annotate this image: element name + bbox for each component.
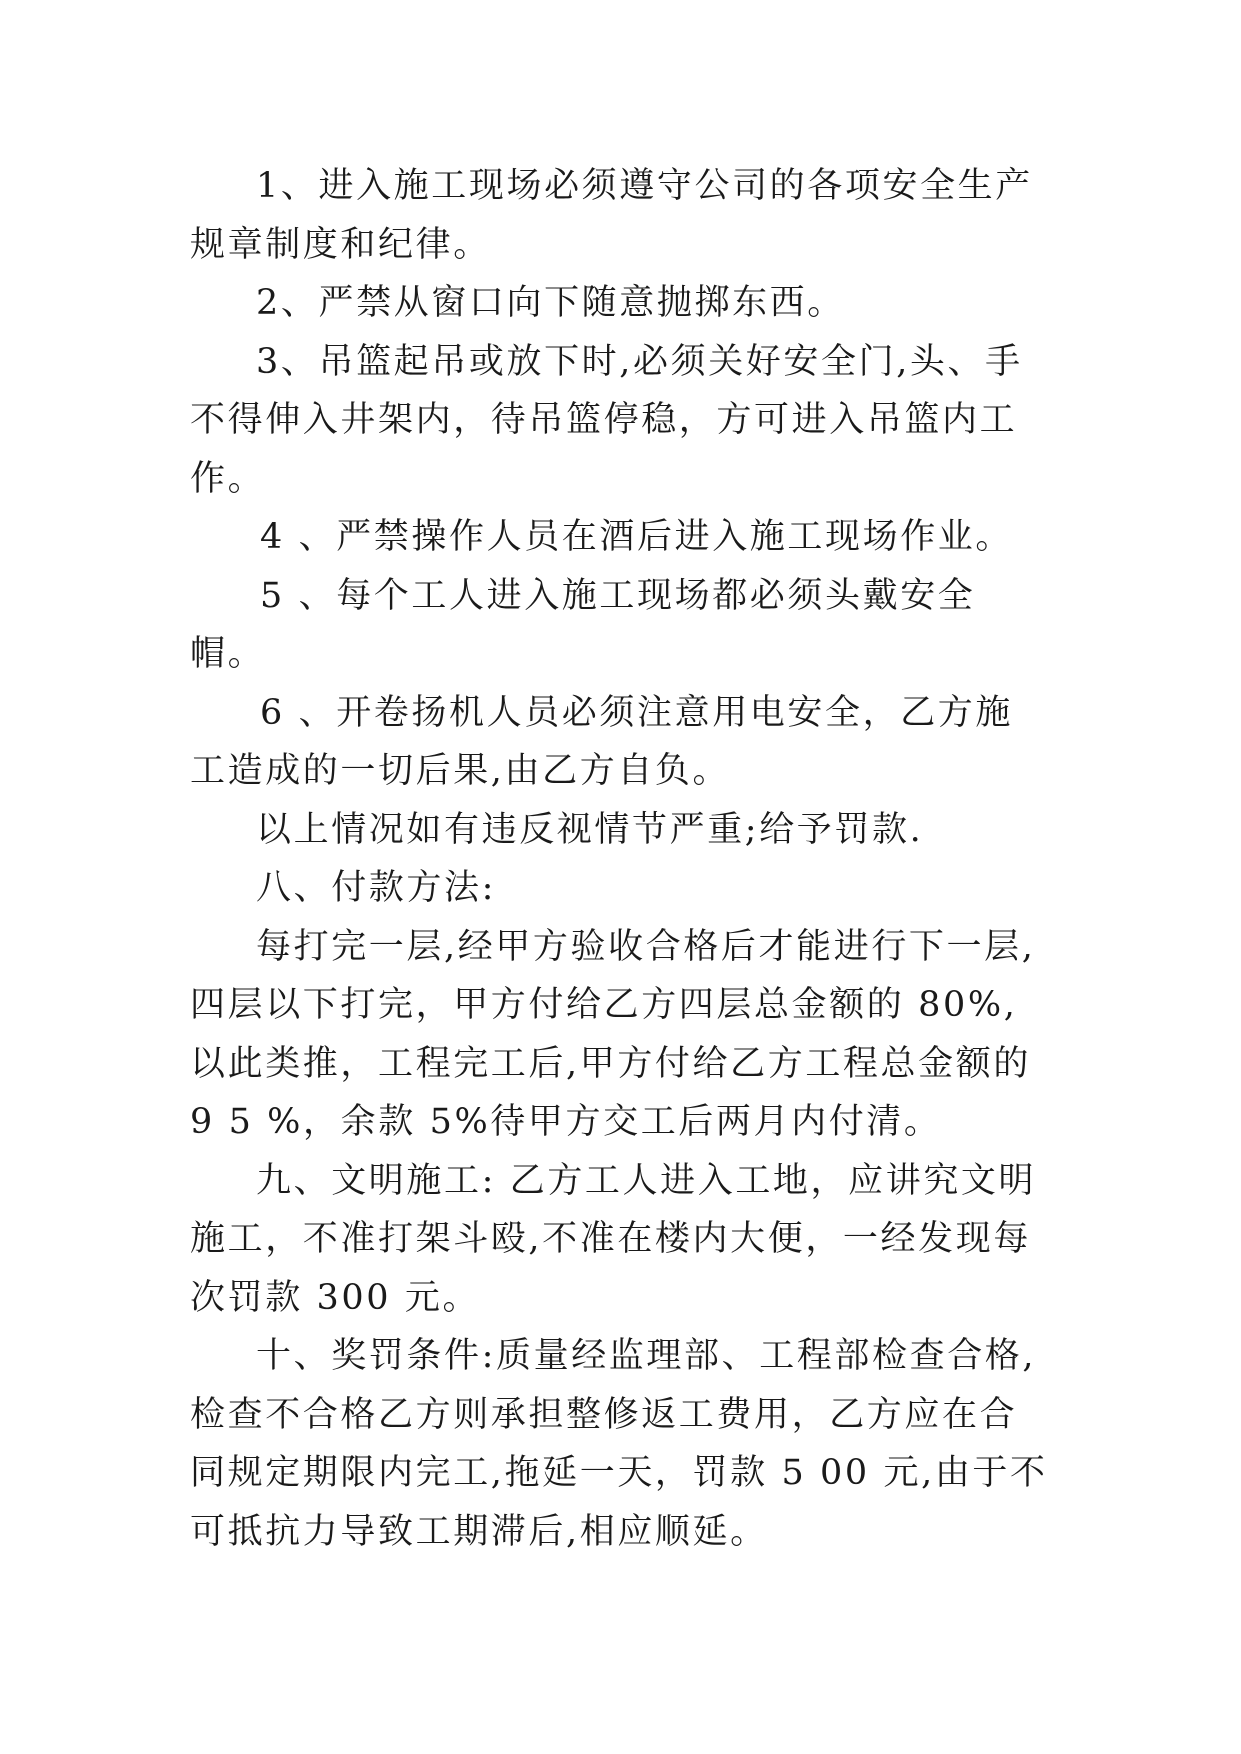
paragraph-safety-rule-4: 4 、严禁操作人员在酒后进入施工现场作业。 bbox=[260, 517, 1013, 557]
paragraph-safety-rule-6: 6 、开卷扬机人员必须注意用电安全，乙方施工造成的一切后果,由乙方自负。 bbox=[190, 692, 1013, 791]
paragraph-payment-terms: 每打完一层,经甲方验收合格后才能进行下一层,四层以下打完，甲方付给乙方四层总金额的 80%,以此类推，工程完工后,甲方付给乙方工程总金额的 9 5 %，余款 5%待甲方交工后两月内付清。 bbox=[190, 926, 1036, 1142]
paragraph-rewards-penalties: 十、奖罚条件:质量经监理部、工程部检查合格,检查不合格乙方则承担整修返工费用，乙方应在合同规定期限内完工,拖延一天，罚款 5 00 元,由于不可抵抗力导致工期滞后,相应顺延。 bbox=[190, 1336, 1048, 1552]
paragraph-civilized-construction: 九、文明施工: 乙方工人进入工地，应讲究文明施工，不准打架斗殴,不准在楼内大便，一经发现每次罚款 300 元。 bbox=[190, 1160, 1037, 1318]
paragraph-safety-rule-2: 2、严禁从窗口向下随意抛掷东西。 bbox=[256, 283, 845, 323]
document-body bbox=[190, 157, 1050, 1561]
paragraph-safety-rule-3: 3、吊篮起吊或放下时,必须关好安全门,头、手不得伸入井架内，待吊篮停稳，方可进入吊篮内工作。 bbox=[190, 341, 1023, 499]
section-heading-payment: 八、付款方法: bbox=[256, 868, 496, 908]
paragraph-safety-rule-1: 1、进入施工现场必须遵守公司的各项安全生产规章制度和纪律。 bbox=[190, 166, 1033, 265]
paragraph-penalty-note: 以上情况如有违反视情节严重;给予罚款. bbox=[256, 809, 924, 850]
paragraph-safety-rule-5: 5 、每个工人进入施工现场都必须头戴安全帽。 bbox=[190, 575, 976, 674]
